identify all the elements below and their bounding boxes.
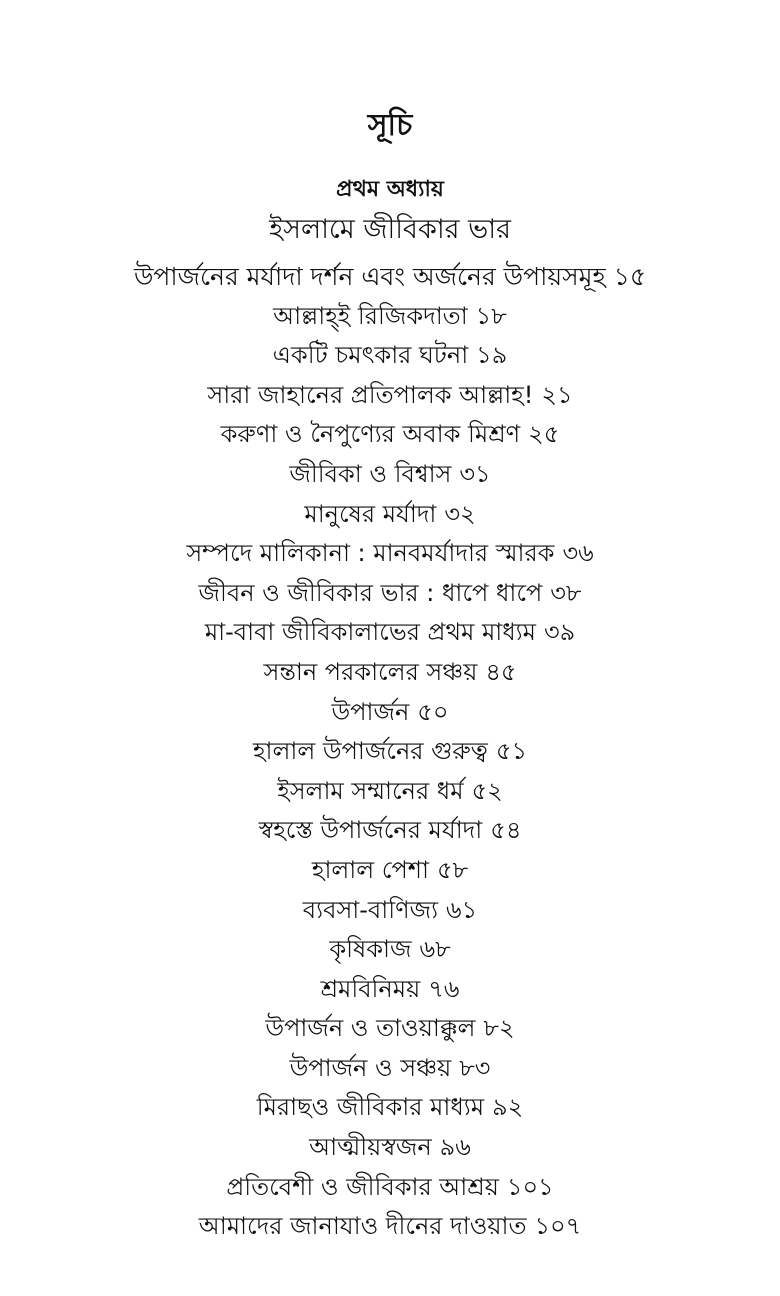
toc-entry-page: ২১	[541, 380, 573, 409]
toc-entry	[0, 732, 780, 772]
toc-entry	[0, 1009, 780, 1049]
toc-entry	[0, 693, 780, 733]
toc-entry-text: একটি চমৎকার ঘটনা	[272, 341, 469, 370]
toc-entry-page: ৩১	[459, 459, 491, 488]
toc-entry-text: উপার্জন ও সঞ্চয়	[289, 1053, 452, 1082]
toc-entry-page: ৩২	[444, 499, 476, 528]
toc-entry-page: ১৮	[475, 301, 507, 330]
toc-entry-text: আত্মীয়স্বজন	[309, 1133, 432, 1162]
toc-entry-text: আল্লাহ্ই রিজিকদাতা	[273, 301, 468, 330]
toc-entry	[0, 930, 780, 970]
toc-entry-page: ৫১	[495, 737, 528, 766]
toc-entry	[0, 653, 780, 693]
toc-entry	[0, 297, 780, 337]
toc-entry-text: সন্তান পরকালের সঞ্চয়	[263, 657, 478, 686]
toc-entry-page: ৮২	[483, 1014, 515, 1043]
toc-entry	[0, 376, 780, 416]
toc-entry-text: মিরাছও জীবিকার মাধ্যম	[256, 1093, 485, 1122]
toc-entry	[0, 1207, 780, 1247]
toc-entry-page: ২৫	[528, 420, 560, 449]
toc-entry-text: প্রতিবেশী ও জীবিকার আশ্রয়	[226, 1172, 499, 1201]
toc-entry-text: মানুষের মর্যাদা	[304, 499, 437, 528]
toc-entry-page: ৪৫	[485, 657, 517, 686]
toc-entry-page: ৬৮	[419, 935, 451, 964]
toc-entry-text: আমাদের জানাযাও দীনের দাওয়াত	[198, 1212, 527, 1241]
toc-entry	[0, 415, 780, 455]
toc-entry-text: ব্যবসা-বাণিজ্য	[302, 895, 439, 924]
toc-entry-page: ৫৮	[436, 855, 469, 884]
toc-entry-text: জীবন ও জীবিকার ভার : ধাপে ধাপে	[198, 578, 543, 607]
toc-entry-text: সারা জাহানের প্রতিপালক আল্লাহ!	[207, 380, 534, 409]
toc-entry	[0, 1168, 780, 1208]
toc-entry-page: ১০১	[506, 1172, 554, 1201]
toc-entry-page: ৫২	[471, 776, 503, 805]
toc-entry-text: উপার্জন ও তাওয়াক্কুল	[265, 1014, 476, 1043]
toc-entry-text: উপার্জনের মর্যাদা দর্শন এবং অর্জনের উপায়সমূহ	[133, 262, 606, 291]
page-title: সূচি	[367, 108, 413, 143]
toc-entry	[0, 1049, 780, 1089]
toc-entry-text: করুণা ও নৈপুণ্যের অবাক মিশ্রণ	[220, 420, 521, 449]
toc-entry	[0, 851, 780, 891]
toc-entry	[0, 891, 780, 931]
toc-entry	[0, 495, 780, 535]
toc-entry-text: মা-বাবা জীবিকালাভের প্রথম মাধ্যম	[204, 618, 536, 647]
toc-entry	[0, 534, 780, 574]
toc-entry	[0, 1128, 780, 1168]
toc-entry-page: ৭৬	[428, 974, 460, 1003]
toc-entry-page: ৫০	[417, 697, 449, 726]
toc-entry	[0, 336, 780, 376]
toc-list	[0, 257, 780, 1247]
toc-entry-text: হালাল পেশা	[311, 855, 429, 884]
toc-entry-text: শ্রমবিনিময়	[320, 974, 421, 1003]
toc-entry	[0, 574, 780, 614]
toc-entry-text: উপার্জন	[331, 697, 410, 726]
toc-entry	[0, 455, 780, 495]
toc-entry	[0, 970, 780, 1010]
toc-entry-page: ৩৯	[543, 618, 576, 647]
toc-entry-text: স্বহস্তে উপার্জনের মর্যাদা	[258, 816, 483, 845]
toc-entry-text: ইসলাম সম্মানের ধর্ম	[277, 776, 464, 805]
toc-entry-page: ৮৩	[459, 1053, 491, 1082]
toc-entry-text: হালাল উপার্জনের গুরুত্ব	[252, 737, 488, 766]
toc-entry	[0, 772, 780, 812]
toc-entry-page: ৩৬	[562, 539, 594, 568]
toc-entry-page: ৫৪	[490, 816, 522, 845]
toc-entry	[0, 811, 780, 851]
toc-entry-text: জীবিকা ও বিশ্বাস	[289, 459, 452, 488]
toc-entry-page: ১০৭	[534, 1212, 582, 1241]
chapter-label: প্রথম অধ্যায়	[336, 177, 444, 202]
toc-entry	[0, 1088, 780, 1128]
toc-entry-page: ৯২	[492, 1093, 524, 1122]
toc-entry-page: ১৯	[476, 341, 508, 370]
toc-entry-page: ৯৬	[439, 1133, 471, 1162]
toc-entry-page: ৩৮	[550, 578, 582, 607]
toc-entry-page: ৬১	[446, 895, 478, 924]
toc-entry-text: সম্পদে মালিকানা : মানবমর্যাদার স্মারক	[186, 539, 555, 568]
toc-entry	[0, 613, 780, 653]
chapter-title: ইসলামে জীবিকার ভার	[269, 214, 511, 245]
toc-entry	[0, 257, 780, 297]
toc-entry-text: কৃষিকাজ	[329, 935, 412, 964]
toc-entry-page: ১৫	[613, 262, 647, 291]
